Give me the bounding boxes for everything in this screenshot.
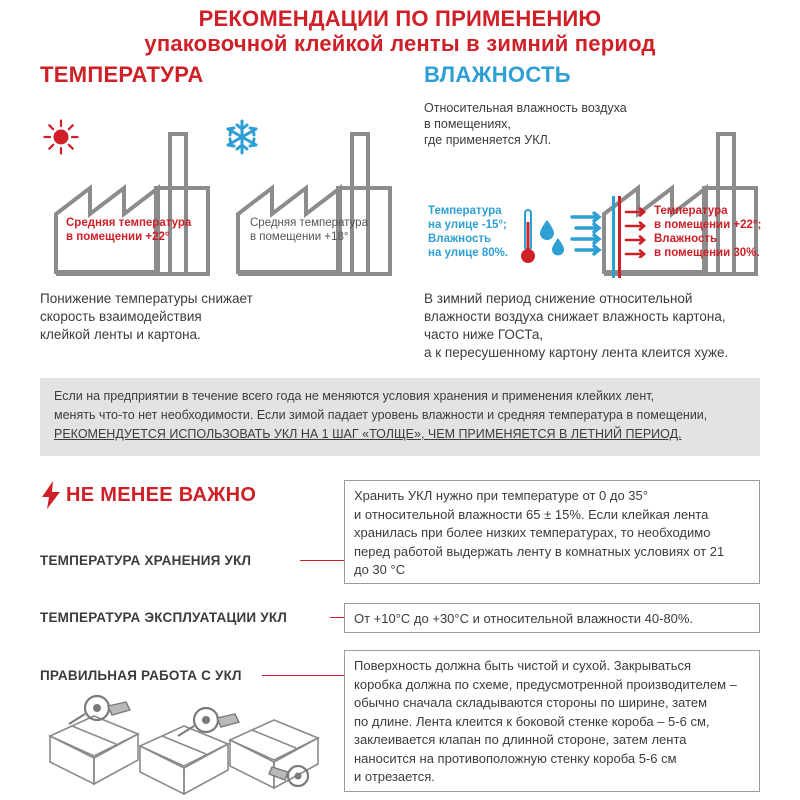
- connector-line-3: [262, 675, 344, 676]
- wall-divider-red: [618, 196, 621, 278]
- water-drops-icon: [538, 218, 568, 265]
- temperature-paragraph: Понижение температуры снижает скорость взаимодействия клейкой ленты и картона.: [40, 291, 253, 342]
- inside-arrows-icon: [624, 206, 652, 263]
- row-label-operating-temperature: ТЕМПЕРАТУРА ЭКСПЛУАТАЦИИ УКЛ: [40, 610, 287, 625]
- factory-cold-label: Средняя температура в помещении +18°: [250, 217, 368, 243]
- section-heading-humidity: ВЛАЖНОСТЬ: [424, 62, 571, 87]
- row-label-storage-temperature: ТЕМПЕРАТУРА ХРАНЕНИЯ УКЛ: [40, 553, 252, 568]
- row-text-correct-usage: Поверхность должна быть чистой и сухой. Закрываться коробка должна по схеме, предусмотренной производителем – обычно сначала складываются стороны по ширине, затем по длине. Лента клеится к боковой стенке короба – 5-6 см, заклеивается клапан по длинной стороне, затем лента наносится на противоположную стенку короба 5-6 см и отрезается.: [344, 650, 760, 792]
- important-heading: НЕ МЕНЕЕ ВАЖНО: [66, 484, 257, 506]
- humidity-intro: Относительная влажность воздуха в помещениях, где применяется УКЛ.: [424, 101, 627, 147]
- thermometer-icon: [520, 208, 536, 271]
- factory-warm-label: Средняя температура в помещении +22°: [66, 217, 192, 243]
- row-label-correct-usage: ПРАВИЛЬНАЯ РАБОТА С УКЛ: [40, 668, 242, 683]
- page-title: [0, 0, 800, 56]
- note-box: [40, 378, 760, 456]
- title-line-2: упаковочной клейкой ленты в зимний период: [144, 31, 656, 56]
- airflow-arrows-icon: [570, 210, 612, 267]
- humidity-outside-label: Температура на улице -15°; Влажность на улице 80%.: [428, 205, 509, 259]
- note-line-2: менять что-то нет необходимости. Если зимой падает уровень влажности и средняя температура в помещении,: [54, 408, 708, 422]
- wall-divider-blue: [612, 196, 615, 278]
- section-heading-temperature: ТЕМПЕРАТУРА: [40, 62, 204, 87]
- title-line-1: РЕКОМЕНДАЦИИ ПО ПРИМЕНЕНИЮ: [198, 6, 602, 31]
- humidity-inside-label: Температура в помещении +22°; Влажность в помещении 30%.: [654, 205, 762, 259]
- connector-line-2: [330, 617, 344, 618]
- lightning-bolt-icon: [40, 480, 62, 515]
- note-line-3: РЕКОМЕНДУЕТСЯ ИСПОЛЬЗОВАТЬ УКЛ НА 1 ШАГ «ТОЛЩЕ», ЧЕМ ПРИМЕНЯЕТСЯ В ЛЕТНИЙ ПЕРИОД.: [54, 427, 682, 441]
- operating-temperature-text: От +10°С до +30°С и относительной влажности 40-80%.: [354, 611, 694, 626]
- factory-cold: [234, 128, 394, 276]
- factory-warm: [52, 128, 212, 276]
- humidity-paragraph: В зимний период снижение относительной влажности воздуха снижает влажность картона, часто ниже ГОСТа, а к пересушенному картону лента клеится хуже.: [424, 291, 729, 360]
- boxes-with-tape-dispenser-illustration: [34, 690, 324, 800]
- row-text-operating-temperature: [344, 603, 760, 633]
- row-text-storage-temperature: Хранить УКЛ нужно при температуре от 0 до 35° и относительной влажности 65 ± 15%. Если клейкая лента хранилась при более низких температурах, то необходимо перед работой выдержать ленту в комнатных условиях от 21 до 30 °С: [344, 480, 760, 584]
- note-line-1: Если на предприятии в течение всего года не меняются условия хранения и применения клейких лент,: [54, 389, 655, 403]
- connector-line-1: [300, 560, 344, 561]
